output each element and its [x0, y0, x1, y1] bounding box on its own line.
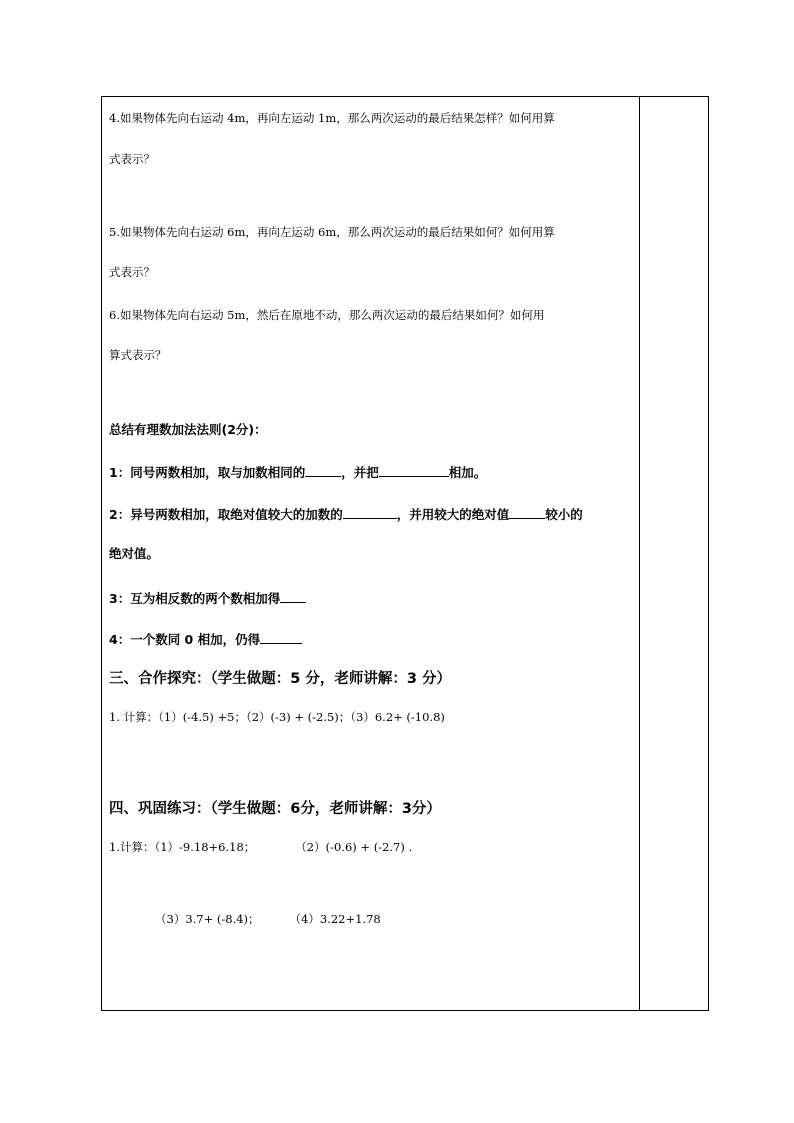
rule-2	[109, 506, 583, 522]
section-3-heading: 三、合作探究：（学生做题：5 分，老师讲解：3 分）	[109, 671, 452, 687]
table-column-divider	[639, 96, 640, 1011]
exercise-3: （3）3.7+ (-8.4)；	[155, 912, 260, 926]
rule-2-text-b: ，并用较大的绝对值	[396, 507, 510, 522]
rule-3-text: 3：互为相反数的两个数相加得	[109, 591, 281, 606]
section-4-item-2	[155, 912, 381, 926]
question-4-line-1: 4.如果物体先向右运动 4m，再向左运动 1m，那么两次运动的最后结果怎样？如何用算	[109, 111, 555, 125]
rule-3-blank[interactable]	[280, 590, 306, 603]
rule-4	[109, 631, 302, 647]
rule-4-text: 4：一个数同 0 相加，仍得	[109, 632, 261, 647]
question-6-line-1: 6.如果物体先向右运动 5m，然后在原地不动，那么两次运动的最后结果如何？如何用	[109, 308, 545, 322]
rule-1-text-a: 1：同号两数相加，取与加数相同的	[109, 465, 306, 480]
rule-4-blank[interactable]	[260, 631, 302, 644]
rule-1-blank-2[interactable]	[379, 464, 449, 477]
section-4-heading: 四、巩固练习：（学生做题：6分，老师讲解：3分）	[109, 801, 441, 817]
rule-2-blank-1[interactable]	[343, 506, 397, 519]
rule-2-blank-2[interactable]	[509, 506, 545, 519]
exercise-4: （4）3.22+1.78	[289, 912, 381, 926]
question-5-line-1: 5.如果物体先向右运动 6m，再向左运动 6m，那么两次运动的最后结果如何？如何用算	[109, 225, 555, 239]
rule-1-blank-1[interactable]	[305, 464, 341, 477]
question-6-line-2: 算式表示？	[109, 348, 167, 362]
rule-1-text-b: ，并把	[341, 465, 379, 480]
rule-2-text-a: 2：异号两数相加，取绝对值较大的加数的	[109, 507, 343, 522]
question-5-line-2: 式表示？	[109, 265, 155, 279]
rule-3	[109, 590, 306, 606]
exercise-2: （2）(-0.6) + (-2.7) .	[295, 840, 413, 854]
summary-title: 总结有理数加法法则(2分)：	[109, 422, 267, 437]
section-3-item-1: 1. 计算：（1）(-4.5) +5；（2）(-3) + (-2.5)；（3）6.2+ (-10.8)	[109, 710, 445, 724]
rule-2-text-c: 较小的	[545, 507, 583, 522]
exercise-1: 1.计算：（1）-9.18+6.18；	[109, 840, 256, 854]
rule-1-text-c: 相加。	[448, 465, 487, 480]
rule-1	[109, 464, 486, 480]
question-4-line-2: 式表示？	[109, 152, 155, 166]
rule-2-line-2: 绝对值。	[109, 546, 160, 561]
section-4-item-1	[109, 840, 412, 854]
